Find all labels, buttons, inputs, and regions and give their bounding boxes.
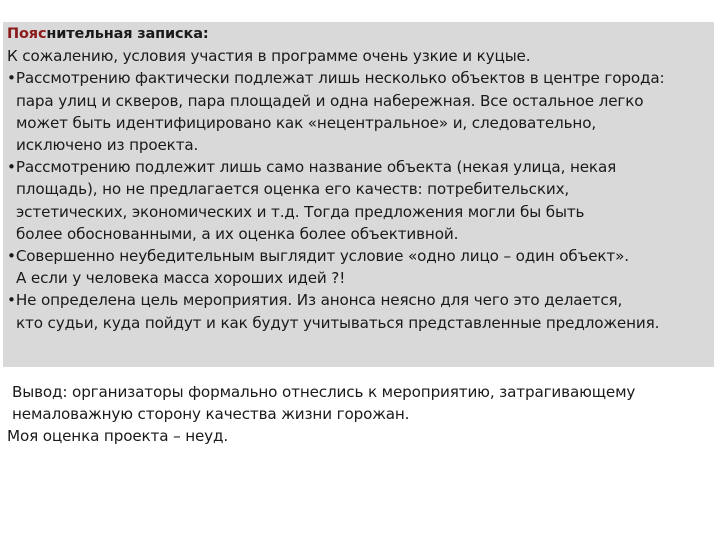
conclusion-line-2: немаловажную сторону качества жизни горожан. [12,405,410,424]
bullet-4-line-2: кто судьи, куда пойдут и как будут учитываться представленные предложения. [16,313,660,332]
bullet-2-line-1: Рассмотрению подлежит лишь само название объекта (некая улица, некая [15,158,617,177]
bullet-3-line-2: А если у человека масса хороших идей ?! [16,269,346,288]
bullet-marker: • [7,69,16,88]
bullet-1-line-2: пара улиц и скверов, пара площадей и одна набережная. Все остальное легко [16,91,644,110]
conclusion [7,381,712,448]
bullet-marker: • [7,291,16,310]
bullet-1-line-4: исключено из проекта. [16,136,199,155]
bullet-4-line-1: Не определена цель мероприятия. Из анонса неясно для чего это делается, [15,291,623,310]
bullet-1-line-3: может быть идентифицировано как «нецентральное» и, следовательно, [16,113,597,132]
bullet-1 [7,67,712,89]
conclusion-line-1: Вывод: организаторы формально отнеслись к мероприятию, затрагивающему [12,383,636,401]
bullet-4 [7,289,712,311]
explanatory-note [7,23,712,334]
bullet-1-line-1: Рассмотрению фактически подлежат лишь несколько объектов в центре города: [15,69,665,88]
bullet-marker: • [7,158,16,177]
bullet-3-line-1: Совершенно неубедительным выглядит условие «одно лицо – один объект». [15,247,629,266]
bullet-2 [7,156,712,178]
rating-text: Моя оценка проекта – неуд. [7,427,229,446]
bullet-2-line-3: эстетических, экономических и т.д. Тогда предложения могли бы быть [16,202,585,221]
bullet-2-line-2: площадь), но не предлагается оценка его качеств: потребительских, [16,180,570,199]
note-title-rest: нительная записка: [46,26,209,42]
note-title-highlight: Пояс [7,26,47,42]
note-title [7,23,712,45]
bullet-2-line-4: более обоснованными, а их оценка более объективной. [16,224,459,243]
bullet-marker: • [7,247,16,266]
bullet-3 [7,245,712,267]
intro-text: К сожалению, условия участия в программе очень узкие и куцые. [7,47,531,66]
